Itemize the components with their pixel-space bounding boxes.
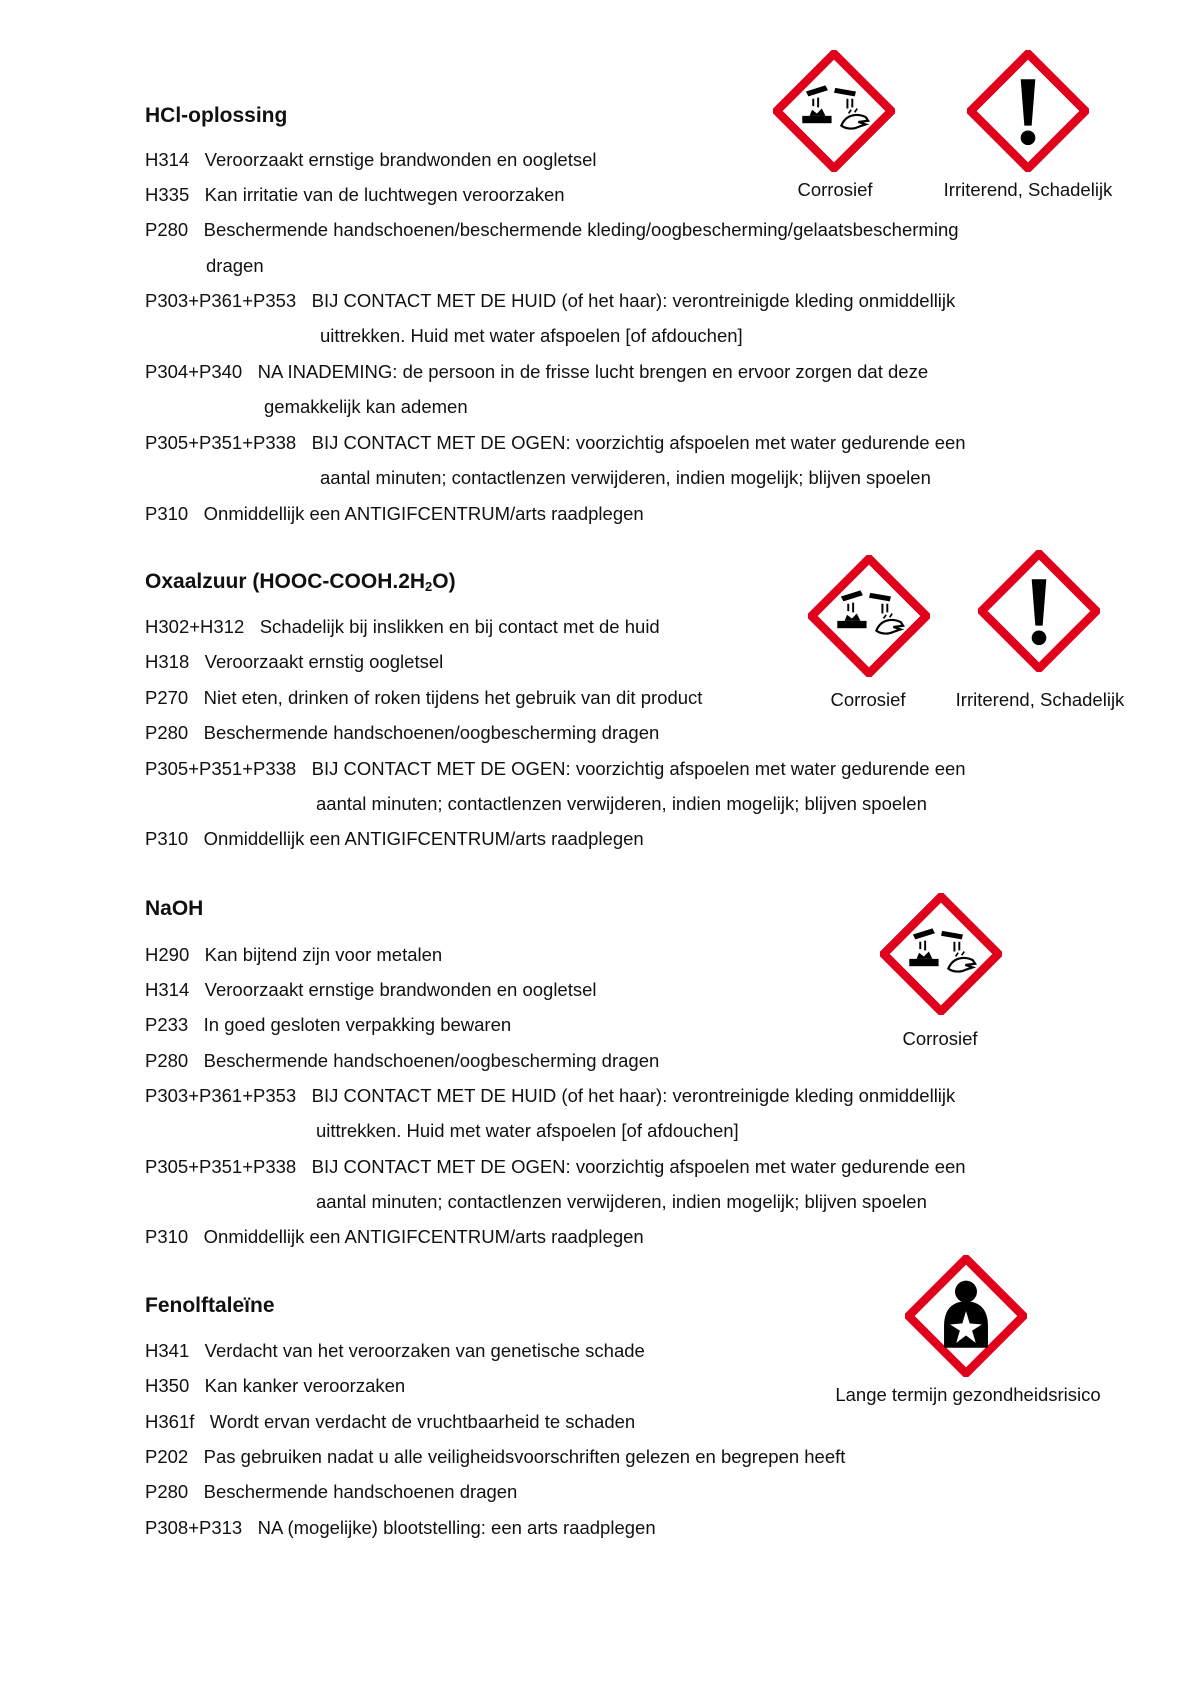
statement-continuation: uittrekken. Huid met water afspoelen [of afdouchen] — [320, 325, 743, 346]
hazard-code: H341 — [145, 1340, 190, 1361]
section-title-fenolftaleine: Fenolftaleïne — [145, 1294, 275, 1317]
statement-text: Beschermende handschoenen/oogbescherming dragen — [203, 1050, 660, 1071]
statement-text: Veroorzaakt ernstige brandwonden en oogletsel — [204, 149, 597, 170]
hazard-code: P202 — [145, 1446, 189, 1467]
statement-text: BIJ CONTACT MET DE HUID (of het haar): verontreinigde kleding onmiddellijk — [311, 1085, 956, 1106]
hazard-code: P310 — [145, 828, 189, 849]
statement-line — [145, 1445, 845, 1469]
exclamation-icon — [967, 50, 1089, 172]
statement-text: In goed gesloten verpakking bewaren — [203, 1014, 512, 1035]
statement-line — [145, 1084, 955, 1108]
statement-line — [145, 360, 928, 384]
statement-continuation: gemakkelijk kan ademen — [264, 396, 468, 417]
hazard-code: P305+P351+P338 — [145, 1156, 297, 1177]
statement-line — [145, 721, 659, 745]
statement-text: Beschermende handschoenen dragen — [203, 1481, 518, 1502]
statement-line — [145, 978, 597, 1002]
statement-continuation: aantal minuten; contactlenzen verwijderen, indien mogelijk; blijven spoelen — [320, 467, 931, 488]
statement-text: BIJ CONTACT MET DE OGEN: voorzichtig afspoelen met water gedurende een — [311, 1156, 966, 1177]
hazard-code: P308+P313 — [145, 1517, 243, 1538]
statement-text: BIJ CONTACT MET DE OGEN: voorzichtig afspoelen met water gedurende een — [311, 432, 966, 453]
statement-text: Beschermende handschoenen/beschermende kleding/oogbescherming/gelaatsbescherming — [203, 219, 959, 240]
statement-line — [145, 757, 966, 781]
statement-line — [145, 943, 442, 967]
hazard-code: H302+H312 — [145, 616, 245, 637]
hazard-code: H335 — [145, 184, 190, 205]
statement-line — [145, 1049, 659, 1073]
hazard-code: P305+P351+P338 — [145, 432, 297, 453]
statement-line — [145, 650, 443, 674]
hazard-code: P310 — [145, 1226, 189, 1247]
statement-text: Kan kanker veroorzaken — [204, 1375, 406, 1396]
corrosive-icon — [773, 50, 895, 172]
statement-line — [145, 1374, 405, 1398]
statement-line — [145, 1225, 644, 1249]
statement-text: Veroorzaakt ernstige brandwonden en oogletsel — [204, 979, 597, 1000]
hazard-code: H314 — [145, 149, 190, 170]
statement-continuation: aantal minuten; contactlenzen verwijderen, indien mogelijk; blijven spoelen — [316, 793, 927, 814]
statement-continuation: aantal minuten; contactlenzen verwijderen, indien mogelijk; blijven spoelen — [316, 1191, 927, 1212]
statement-line — [145, 1339, 645, 1363]
statement-continuation: uittrekken. Huid met water afspoelen [of afdouchen] — [316, 1120, 739, 1141]
hazard-code: H314 — [145, 979, 190, 1000]
exclamation-icon — [978, 550, 1100, 672]
statement-text: Schadelijk bij inslikken en bij contact met de huid — [259, 616, 660, 637]
hazard-code: P304+P340 — [145, 361, 243, 382]
pictogram-caption: Corrosief — [797, 179, 873, 200]
statement-line — [145, 218, 959, 242]
statement-line — [145, 1410, 635, 1434]
hazard-code: H290 — [145, 944, 190, 965]
statement-text: Onmiddellijk een ANTIGIFCENTRUM/arts raadplegen — [203, 503, 644, 524]
pictogram-caption: Corrosief — [902, 1028, 978, 1049]
statement-line — [145, 827, 644, 851]
corrosive-icon — [880, 893, 1002, 1015]
statement-text: Onmiddellijk een ANTIGIFCENTRUM/arts raadplegen — [203, 1226, 644, 1247]
hazard-code: P280 — [145, 722, 189, 743]
section-title-oxaalzuur: Oxaalzuur $(HOOC-COOH.2H_2O)$ — [145, 570, 456, 594]
section-title-hcl: HCl-oplossing — [145, 104, 288, 127]
statement-text: Kan bijtend zijn voor metalen — [204, 944, 443, 965]
statement-line — [145, 1155, 966, 1179]
statement-text: Onmiddellijk een ANTIGIFCENTRUM/arts raadplegen — [203, 828, 644, 849]
hazard-code: P303+P361+P353 — [145, 1085, 297, 1106]
statement-line — [145, 1516, 656, 1540]
pictogram-caption: Lange termijn gezondheidsrisico — [835, 1384, 1101, 1405]
hazard-code: P303+P361+P353 — [145, 290, 297, 311]
statement-text: NA INADEMING: de persoon in de frisse lucht brengen en ervoor zorgen dat deze — [257, 361, 929, 382]
pictogram-caption: Irriterend, Schadelijk — [955, 689, 1125, 710]
statement-line — [145, 431, 966, 455]
hazard-code: H318 — [145, 651, 190, 672]
hazard-code: H361f — [145, 1411, 195, 1432]
statement-line — [145, 686, 702, 710]
hazard-code: P280 — [145, 1050, 189, 1071]
section-title-naoh: NaOH — [145, 897, 204, 920]
statement-line — [145, 1013, 511, 1037]
statement-text: BIJ CONTACT MET DE HUID (of het haar): verontreinigde kleding onmiddellijk — [311, 290, 956, 311]
statement-text: Beschermende handschoenen/oogbescherming dragen — [203, 722, 660, 743]
statement-text: Kan irritatie van de luchtwegen veroorzaken — [204, 184, 565, 205]
statement-line — [145, 1480, 517, 1504]
statement-text: Veroorzaakt ernstig oogletsel — [204, 651, 444, 672]
statement-text: Niet eten, drinken of roken tijdens het gebruik van dit product — [203, 687, 703, 708]
statement-line — [145, 502, 644, 526]
statement-text: NA (mogelijke) blootstelling: een arts raadplegen — [257, 1517, 656, 1538]
statement-text: Verdacht van het veroorzaken van genetische schade — [204, 1340, 645, 1361]
hazard-code: P310 — [145, 503, 189, 524]
statement-continuation: dragen — [206, 255, 264, 276]
statement-line — [145, 289, 955, 313]
statement-text: Wordt ervan verdacht de vruchtbaarheid te schaden — [209, 1411, 636, 1432]
corrosive-icon — [808, 555, 930, 677]
statement-text: Pas gebruiken nadat u alle veiligheidsvoorschriften gelezen en begrepen heeft — [203, 1446, 846, 1467]
pictogram-caption: Corrosief — [830, 689, 906, 710]
hazard-code: P233 — [145, 1014, 189, 1035]
pictogram-caption: Irriterend, Schadelijk — [943, 179, 1113, 200]
hazard-code: H350 — [145, 1375, 190, 1396]
statement-line — [145, 615, 660, 639]
hazard-code: P280 — [145, 219, 189, 240]
statement-line — [145, 148, 597, 172]
statement-line — [145, 183, 565, 207]
health-hazard-icon — [905, 1255, 1027, 1377]
hazard-code: P305+P351+P338 — [145, 758, 297, 779]
hazard-code: P270 — [145, 687, 189, 708]
statement-text: BIJ CONTACT MET DE OGEN: voorzichtig afspoelen met water gedurende een — [311, 758, 966, 779]
hazard-code: P280 — [145, 1481, 189, 1502]
